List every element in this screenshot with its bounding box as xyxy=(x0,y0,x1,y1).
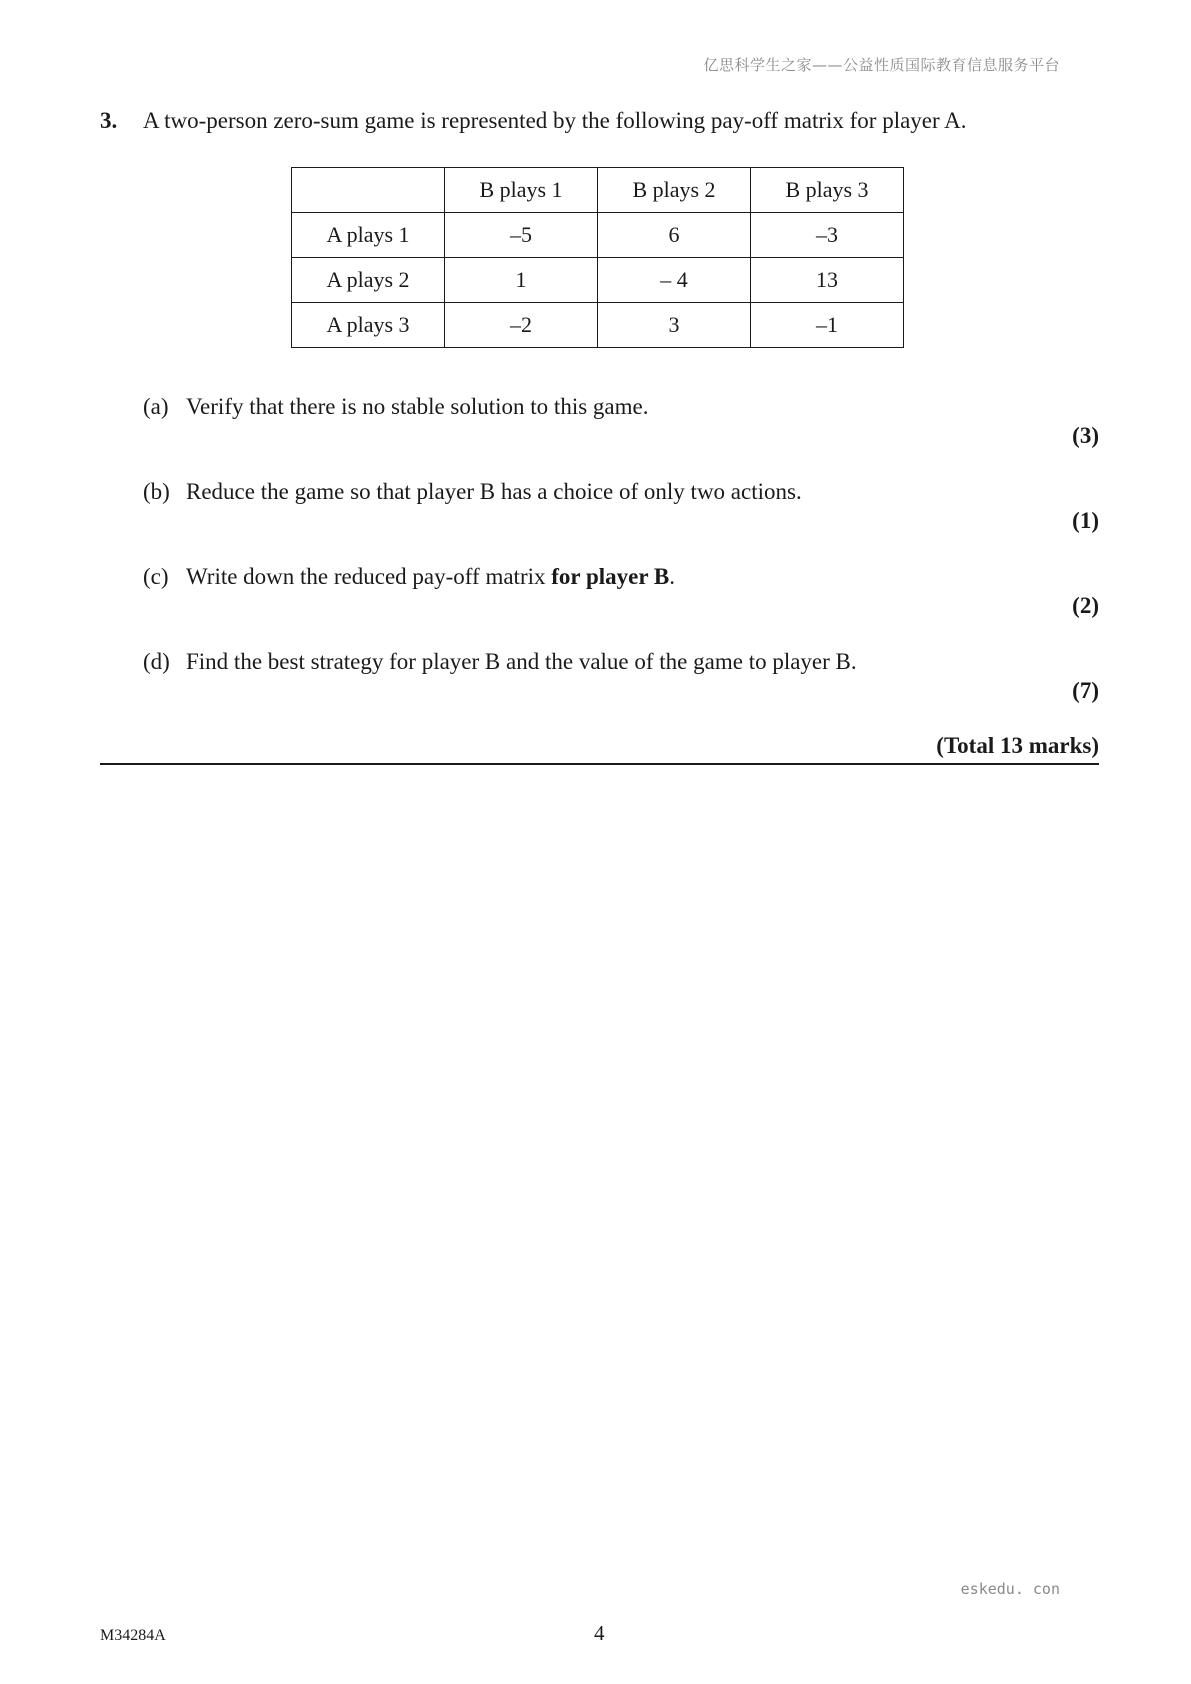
header-watermark: 亿思科学生之家——公益性质国际教育信息服务平台 xyxy=(703,56,1060,74)
part-label: (d) xyxy=(143,649,170,674)
matrix-row-header: A plays 1 xyxy=(292,213,445,258)
part-label: (c) xyxy=(143,564,169,589)
paper-code: M34284A xyxy=(100,1627,166,1644)
matrix-corner-cell xyxy=(292,168,445,213)
matrix-cell: – 4 xyxy=(598,258,751,303)
question-number: 3. xyxy=(100,108,118,133)
matrix-header-row xyxy=(292,168,904,213)
matrix-row xyxy=(292,213,904,258)
matrix-col-header: B plays 1 xyxy=(445,168,598,213)
part-text: Reduce the game so that player B has a choice of only two actions. xyxy=(186,479,802,504)
footer-watermark: eskedu. con xyxy=(960,1580,1060,1598)
part-b-marks: (1) xyxy=(1072,508,1099,533)
part-text-end: . xyxy=(669,564,675,589)
part-text xyxy=(186,564,675,590)
matrix-cell: 13 xyxy=(751,258,904,303)
section-divider xyxy=(100,763,1099,765)
question-stem: A two-person zero-sum game is represented by the following pay-off matrix for player A. xyxy=(143,108,967,133)
page-number: 4 xyxy=(594,1621,605,1645)
part-text-bold: for player B xyxy=(551,564,670,589)
part-d-marks: (7) xyxy=(1072,678,1099,703)
part-text: Find the best strategy for player B and the value of the game to player B. xyxy=(186,649,857,674)
part-label: (b) xyxy=(143,479,170,504)
payoff-matrix xyxy=(291,167,904,348)
total-marks: (Total 13 marks) xyxy=(936,733,1099,758)
matrix-cell: 1 xyxy=(445,258,598,303)
part-label: (a) xyxy=(143,394,169,419)
part-a-marks: (3) xyxy=(1072,423,1099,448)
part-c-marks: (2) xyxy=(1072,593,1099,618)
matrix-col-header: B plays 2 xyxy=(598,168,751,213)
matrix-cell: 6 xyxy=(598,213,751,258)
matrix-cell: 3 xyxy=(598,303,751,348)
matrix-row xyxy=(292,303,904,348)
matrix-row-header: A plays 3 xyxy=(292,303,445,348)
part-text-plain: Write down the reduced pay-off matrix xyxy=(186,564,552,589)
matrix-cell: –5 xyxy=(445,213,598,258)
part-text: Verify that there is no stable solution to this game. xyxy=(186,394,649,419)
matrix-row xyxy=(292,258,904,303)
matrix-col-header: B plays 3 xyxy=(751,168,904,213)
matrix-row-header: A plays 2 xyxy=(292,258,445,303)
matrix-cell: –3 xyxy=(751,213,904,258)
matrix-cell: –1 xyxy=(751,303,904,348)
matrix-cell: –2 xyxy=(445,303,598,348)
